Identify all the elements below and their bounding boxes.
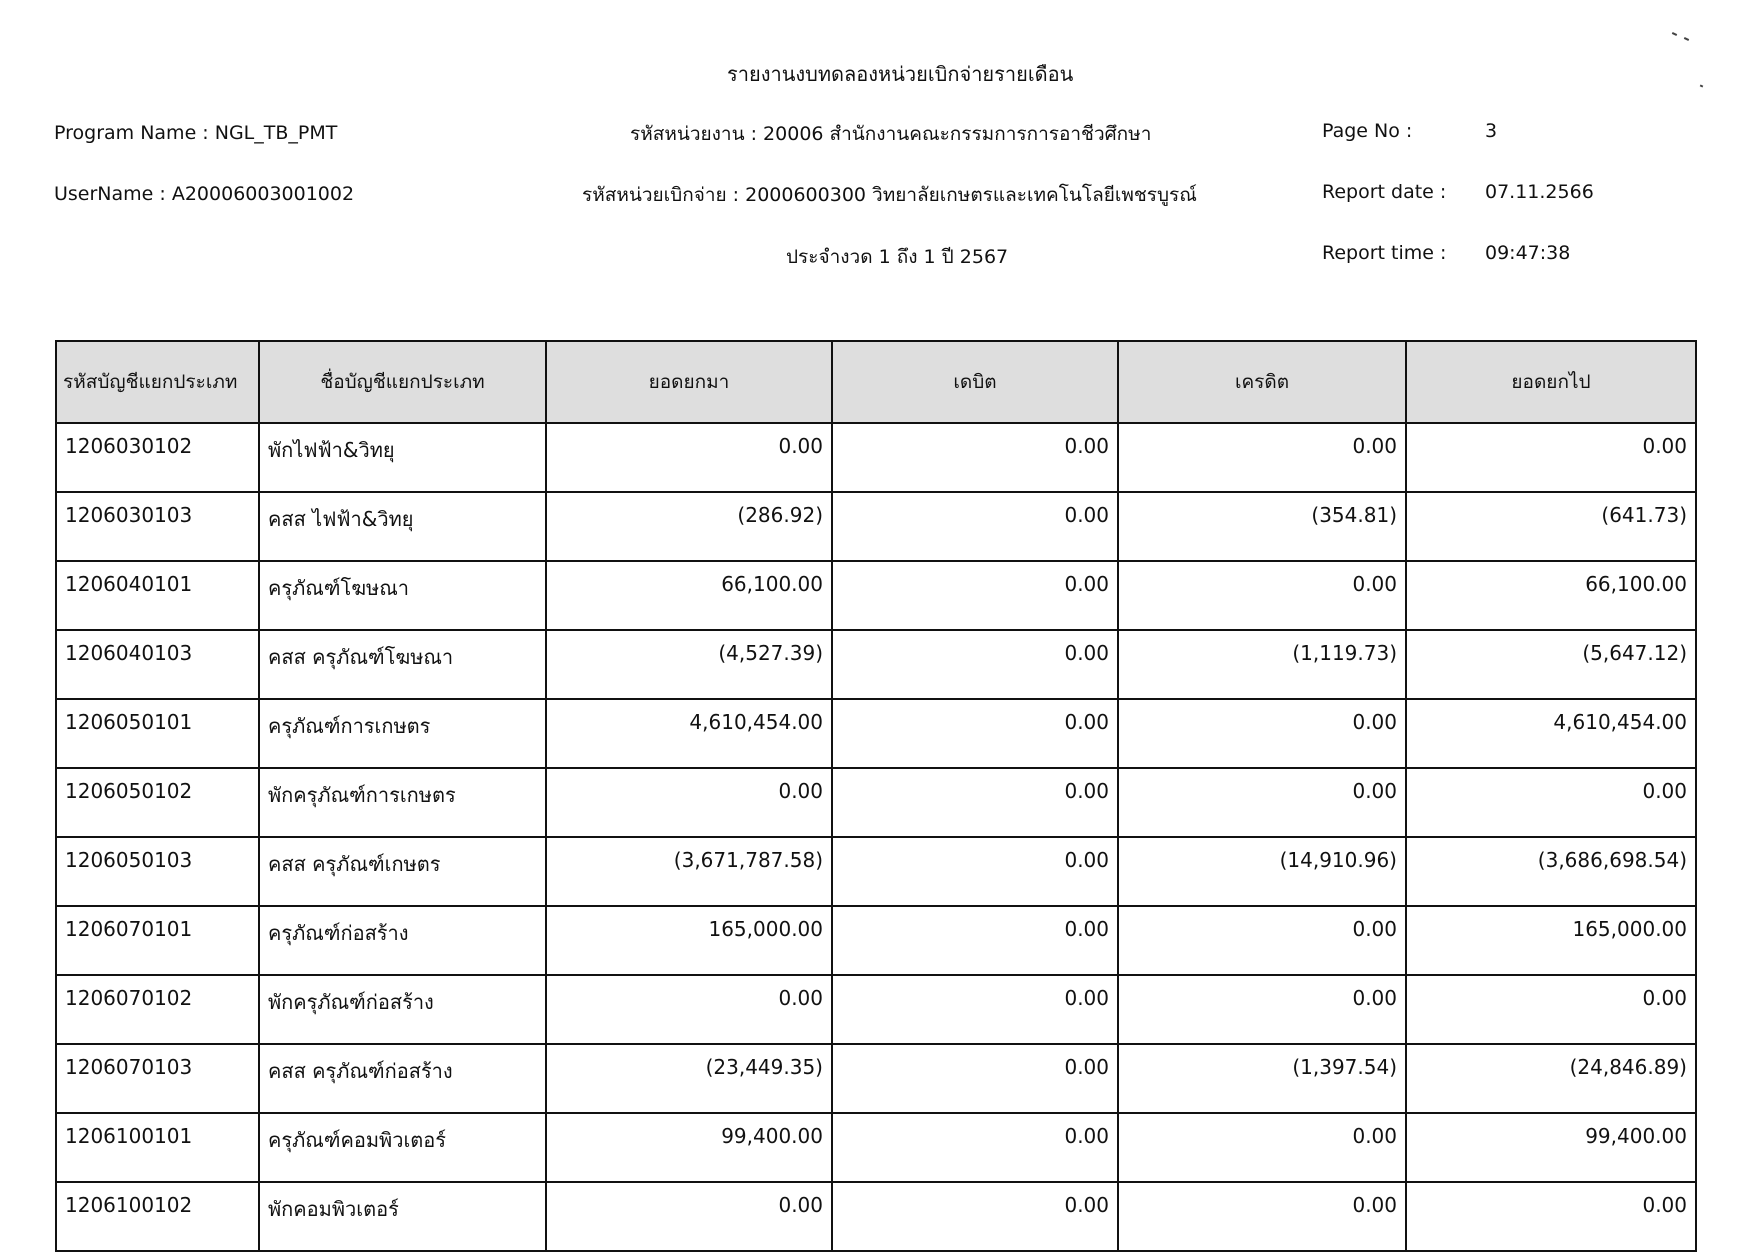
cell-account-code: 1206030103 xyxy=(56,492,259,561)
cell-credit: (354.81) xyxy=(1118,492,1406,561)
cell-account-name: คสส ครุภัณฑ์เกษตร xyxy=(259,837,546,906)
report-time-value: 09:47:38 xyxy=(1485,242,1571,264)
cell-carried-forward: 66,100.00 xyxy=(1406,561,1696,630)
report-title: รายงานงบทดลองหน่วยเบิกจ่ายรายเดือน xyxy=(727,62,1074,86)
trial-balance-table xyxy=(55,340,1697,1252)
cell-credit: 0.00 xyxy=(1118,423,1406,492)
scan-speck xyxy=(1672,32,1677,36)
cell-account-name: คสส ครุภัณฑ์โฆษณา xyxy=(259,630,546,699)
cell-debit: 0.00 xyxy=(832,1182,1118,1251)
cell-debit: 0.00 xyxy=(832,906,1118,975)
table-row xyxy=(56,699,1696,768)
page-no-value: 3 xyxy=(1485,120,1498,142)
cell-account-code: 1206070101 xyxy=(56,906,259,975)
cell-debit: 0.00 xyxy=(832,837,1118,906)
cell-account-name: ครุภัณฑ์โฆษณา xyxy=(259,561,546,630)
cell-carried-forward: 0.00 xyxy=(1406,975,1696,1044)
cell-carried-forward: (24,846.89) xyxy=(1406,1044,1696,1113)
cell-brought-forward: (3,671,787.58) xyxy=(546,837,832,906)
cell-debit: 0.00 xyxy=(832,1113,1118,1182)
table-row xyxy=(56,1044,1696,1113)
table-row xyxy=(56,561,1696,630)
cell-brought-forward: 99,400.00 xyxy=(546,1113,832,1182)
header-carried-forward: ยอดยกไป xyxy=(1406,341,1696,423)
cell-account-code: 1206070103 xyxy=(56,1044,259,1113)
cell-credit: 0.00 xyxy=(1118,699,1406,768)
cell-carried-forward: (3,686,698.54) xyxy=(1406,837,1696,906)
table-row xyxy=(56,768,1696,837)
cell-debit: 0.00 xyxy=(832,492,1118,561)
cell-account-name: ครุภัณฑ์คอมพิวเตอร์ xyxy=(259,1113,546,1182)
cell-account-code: 1206050103 xyxy=(56,837,259,906)
cell-account-code: 1206050102 xyxy=(56,768,259,837)
cell-account-name: คสส ครุภัณฑ์ก่อสร้าง xyxy=(259,1044,546,1113)
cell-brought-forward: (4,527.39) xyxy=(546,630,832,699)
header-account-name: ชื่อบัญชีแยกประเภท xyxy=(259,341,546,423)
cell-account-code: 1206040101 xyxy=(56,561,259,630)
cell-credit: (1,397.54) xyxy=(1118,1044,1406,1113)
cell-account-name: พักคอมพิวเตอร์ xyxy=(259,1182,546,1251)
cell-carried-forward: (5,647.12) xyxy=(1406,630,1696,699)
cell-account-code: 1206100101 xyxy=(56,1113,259,1182)
cell-debit: 0.00 xyxy=(832,1044,1118,1113)
table-row xyxy=(56,423,1696,492)
cell-carried-forward: 4,610,454.00 xyxy=(1406,699,1696,768)
program-name: Program Name : NGL_TB_PMT xyxy=(54,122,338,144)
cell-account-code: 1206040103 xyxy=(56,630,259,699)
cell-brought-forward: (286.92) xyxy=(546,492,832,561)
table-row xyxy=(56,492,1696,561)
cell-credit: (14,910.96) xyxy=(1118,837,1406,906)
period-line: ประจำงวด 1 ถึง 1 ปี 2567 xyxy=(786,246,1009,268)
cell-credit: 0.00 xyxy=(1118,906,1406,975)
header-credit: เครดิต xyxy=(1118,341,1406,423)
user-name: UserName : A20006003001002 xyxy=(54,183,355,205)
cell-carried-forward: 0.00 xyxy=(1406,423,1696,492)
cell-credit: (1,119.73) xyxy=(1118,630,1406,699)
cell-brought-forward: 0.00 xyxy=(546,768,832,837)
scan-speck xyxy=(1684,37,1689,41)
cell-brought-forward: (23,449.35) xyxy=(546,1044,832,1113)
cell-credit: 0.00 xyxy=(1118,975,1406,1044)
cell-account-name: ครุภัณฑ์การเกษตร xyxy=(259,699,546,768)
cell-credit: 0.00 xyxy=(1118,561,1406,630)
cell-brought-forward: 165,000.00 xyxy=(546,906,832,975)
cell-account-code: 1206030102 xyxy=(56,423,259,492)
table-row xyxy=(56,1113,1696,1182)
cell-carried-forward: 165,000.00 xyxy=(1406,906,1696,975)
header-account-code: รหัสบัญชีแยกประเภท xyxy=(56,341,259,423)
cell-credit: 0.00 xyxy=(1118,1182,1406,1251)
table-row xyxy=(56,975,1696,1044)
cell-account-name: พักครุภัณฑ์การเกษตร xyxy=(259,768,546,837)
header-debit: เดบิต xyxy=(832,341,1118,423)
scan-speck xyxy=(1700,84,1704,87)
cell-account-name: พักไฟฟ้า&วิทยุ xyxy=(259,423,546,492)
cell-brought-forward: 66,100.00 xyxy=(546,561,832,630)
cell-carried-forward: 0.00 xyxy=(1406,1182,1696,1251)
cell-credit: 0.00 xyxy=(1118,1113,1406,1182)
cell-account-code: 1206100102 xyxy=(56,1182,259,1251)
cell-carried-forward: 99,400.00 xyxy=(1406,1113,1696,1182)
disbursing-unit-line: รหัสหน่วยเบิกจ่าย : 2000600300 วิทยาลัยเกษตรและเทคโนโลยีเพชรบูรณ์ xyxy=(582,184,1197,206)
cell-debit: 0.00 xyxy=(832,699,1118,768)
report-time-label: Report time : xyxy=(1322,242,1447,264)
cell-account-code: 1206050101 xyxy=(56,699,259,768)
cell-debit: 0.00 xyxy=(832,630,1118,699)
cell-carried-forward: 0.00 xyxy=(1406,768,1696,837)
cell-account-code: 1206070102 xyxy=(56,975,259,1044)
table-row xyxy=(56,906,1696,975)
cell-carried-forward: (641.73) xyxy=(1406,492,1696,561)
cell-debit: 0.00 xyxy=(832,561,1118,630)
report-date-label: Report date : xyxy=(1322,181,1447,203)
cell-brought-forward: 4,610,454.00 xyxy=(546,699,832,768)
header-brought-forward: ยอดยกมา xyxy=(546,341,832,423)
cell-brought-forward: 0.00 xyxy=(546,975,832,1044)
table-header-row xyxy=(56,341,1696,423)
cell-brought-forward: 0.00 xyxy=(546,423,832,492)
cell-account-name: ครุภัณฑ์ก่อสร้าง xyxy=(259,906,546,975)
cell-credit: 0.00 xyxy=(1118,768,1406,837)
cell-account-name: พักครุภัณฑ์ก่อสร้าง xyxy=(259,975,546,1044)
cell-debit: 0.00 xyxy=(832,975,1118,1044)
report-date-value: 07.11.2566 xyxy=(1485,181,1594,203)
page-no-label: Page No : xyxy=(1322,120,1413,142)
table-row xyxy=(56,1182,1696,1251)
cell-debit: 0.00 xyxy=(832,768,1118,837)
cell-debit: 0.00 xyxy=(832,423,1118,492)
cell-brought-forward: 0.00 xyxy=(546,1182,832,1251)
table-row xyxy=(56,630,1696,699)
agency-line: รหัสหน่วยงาน : 20006 สำนักงานคณะกรรมการการอาชีวศึกษา xyxy=(630,123,1152,145)
cell-account-name: คสส ไฟฟ้า&วิทยุ xyxy=(259,492,546,561)
table-row xyxy=(56,837,1696,906)
